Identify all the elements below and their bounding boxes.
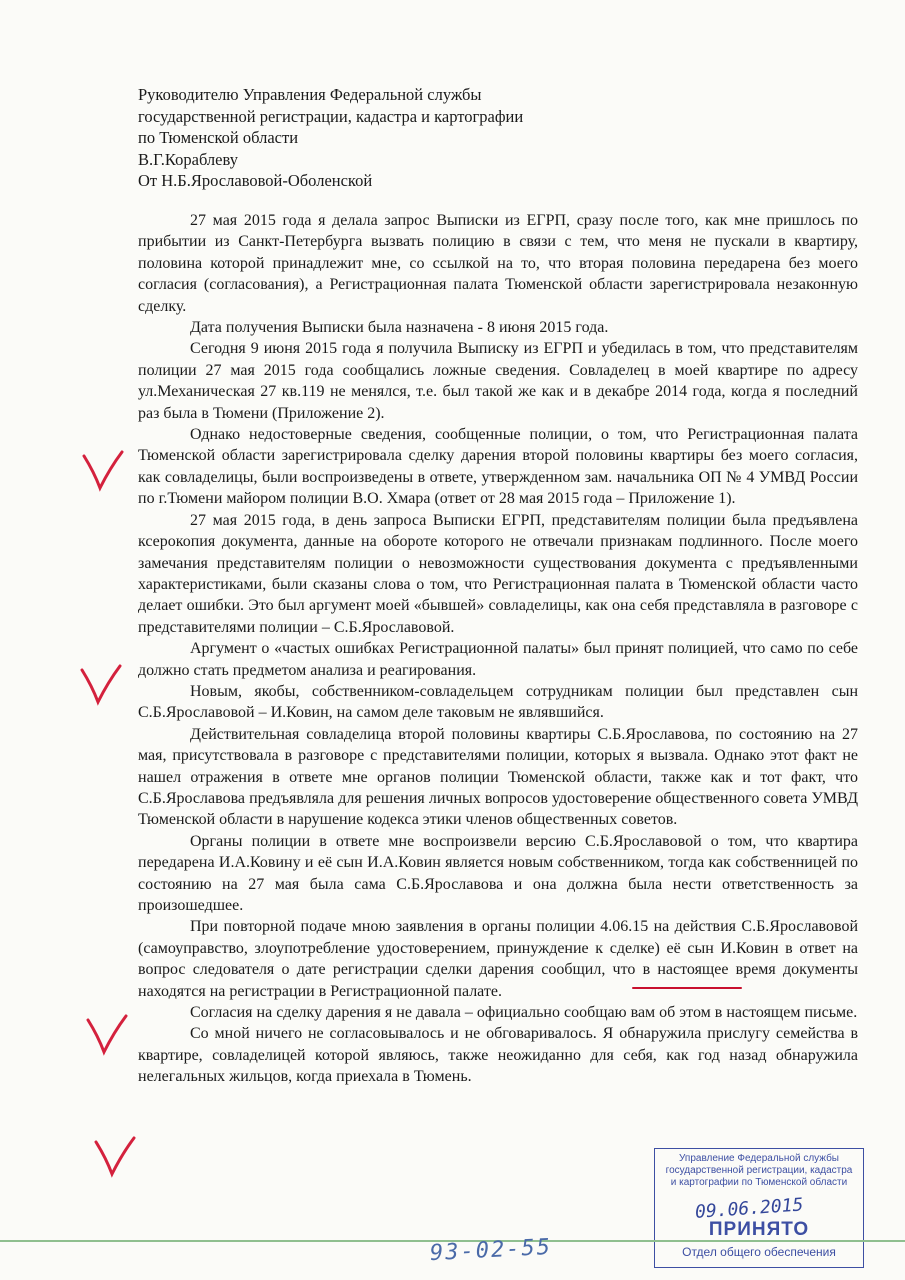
addressee-line: От Н.Б.Ярославовой-Оболенской [138, 171, 373, 190]
red-underline-mark [632, 987, 742, 989]
paragraph: Сегодня 9 июня 2015 года я получила Выписку из ЕГРП и убедилась в том, что представителям полиции 27 мая 2015 года сообщались ложные сведения. Совладелец в моей квартире по адресу ул.Механическая 27 кв.119 не менялся, т.е. был такой же как и в декабре 2014 года, когда я последний раз была в Тюмени (Приложение 2). [138, 340, 858, 422]
received-stamp [654, 1148, 864, 1268]
paragraph: 27 мая 2015 года, в день запроса Выписки ЕГРП, представителям полиции была предъявлена ксерокопия документа, данные на обороте которого не отвечали признакам подлинного. После моего замечания представителям полиции о невозможности существования документа с предъявленными характеристиками, были сказаны слова о том, что Регистрационная палата в Тюменской области часто делает ошибки. Это был аргумент моей «бывшей» совладелицы, как она себя представляла в разговоре с представителями полиции – С.Б.Ярославовой. [138, 511, 858, 636]
stamp-department: Отдел общего обеспечения [682, 1245, 836, 1259]
handwritten-registration-number: 93-02-55 [429, 1234, 553, 1267]
stamp-accepted: ПРИНЯТО [708, 1219, 810, 1240]
paragraph: Со мной ничего не согласовывалось и не обговаривалось. Я обнаружила прислугу семейства в квартире, совладелицей которой являюсь, также неожиданно для себя, как год назад обнаружила нелегальных жильцов, когда приехала в Тюмень. [138, 1025, 858, 1086]
paragraph: Согласия на сделку дарения я не давала – официально сообщаю вам об этом в настоящем письме. [190, 1004, 858, 1022]
check-mark-icon [80, 450, 126, 492]
stamp-date: 09.06.2015 [694, 1194, 805, 1223]
letter-body [138, 210, 858, 1088]
addressee-line: по Тюменской области [138, 128, 299, 147]
paragraph: Органы полиции в ответе мне воспроизвели версию С.Б.Ярославовой о том, что квартира передарена И.А.Ковину и её сын И.А.Ковин является новым собственником, тогда как собственницей по состоянию на 27 мая была сама С.Б.Ярославова и она должна была нести ответственность за произошедшее. [138, 832, 858, 914]
addressee-line: В.Г.Кораблеву [138, 149, 238, 169]
stamp-agency-line: Управление Федеральной службы [679, 1153, 839, 1164]
paragraph: Однако недостоверные сведения, сообщенные полиции, о том, что Регистрационная палата Тюменской области зарегистрировала сделку дарения второй половины квартиры без моего согласия, как совладелицы, были воспроизведены в ответе, утвержденном зам. начальника ОП № 4 УМВД России по г.Тюмени майором полиции В.О. Хмара (ответ от 28 мая 2015 года – Приложение 1). [138, 426, 858, 508]
paragraph: Действительная совладелица второй половины квартиры С.Б.Ярославова, по состоянию на 27 мая, присутствовала в разговоре с представителями полиции, которых я вызвала. Однако этот факт не нашел отражения в ответе мне органов полиции Тюменской области, также как и тот факт, что С.Б.Ярославова предъявляла для решения личных вопросов удостоверение общественного совета УМВД Тюменской области в нарушение кодекса этики членов общественных советов. [138, 725, 858, 829]
check-mark-icon [84, 1014, 130, 1056]
check-mark-icon [92, 1136, 138, 1178]
paragraph: Новым, якобы, собственником-совладельцем сотрудникам полиции был представлен сын С.Б.Ярославовой – И.Ковин, на самом деле таковым не являвшийся. [138, 682, 858, 722]
paragraph: Аргумент о «частых ошибках Регистрационной палаты» был принят полицией, что само по себе должно стать предметом анализа и реагирования. [138, 640, 858, 679]
addressee-line: государственной регистрации, кадастра и картографии [138, 106, 524, 126]
paragraph: Дата получения Выписки была назначена - 8 июня 2015 года. [190, 319, 609, 337]
check-mark-icon [78, 664, 124, 706]
stamp-agency-line: и картографии по Тюменской области [670, 1177, 848, 1188]
stamp-agency-line: государственной регистрации, кадастра [665, 1165, 853, 1176]
addressee-line: Руководителю Управления Федеральной службы [138, 85, 482, 104]
addressee-block [138, 84, 523, 192]
paragraph: При повторной подаче мною заявления в органы полиции 4.06.15 на действия С.Б.Ярославовой (самоуправство, злоупотребление удостоверением, принуждение к сделке) её сын И.Ковин в ответ на вопрос следователя о дате регистрации сделки дарения сообщил, что в настоящее время документы находятся на регистрации в Регистрационной палате. [138, 918, 858, 1000]
paragraph: 27 мая 2015 года я делала запрос Выписки из ЕГРП, сразу после того, как мне пришлось по прибытии из Санкт-Петербурга вызвать полицию в связи с тем, что меня не пускали в квартиру, половина которой принадлежит мне, со ссылкой на то, что вторая половина передарена без моего согласия (согласования), а Регистрационная палата Тюменской области зарегистрировала незаконную сделку. [138, 212, 858, 315]
